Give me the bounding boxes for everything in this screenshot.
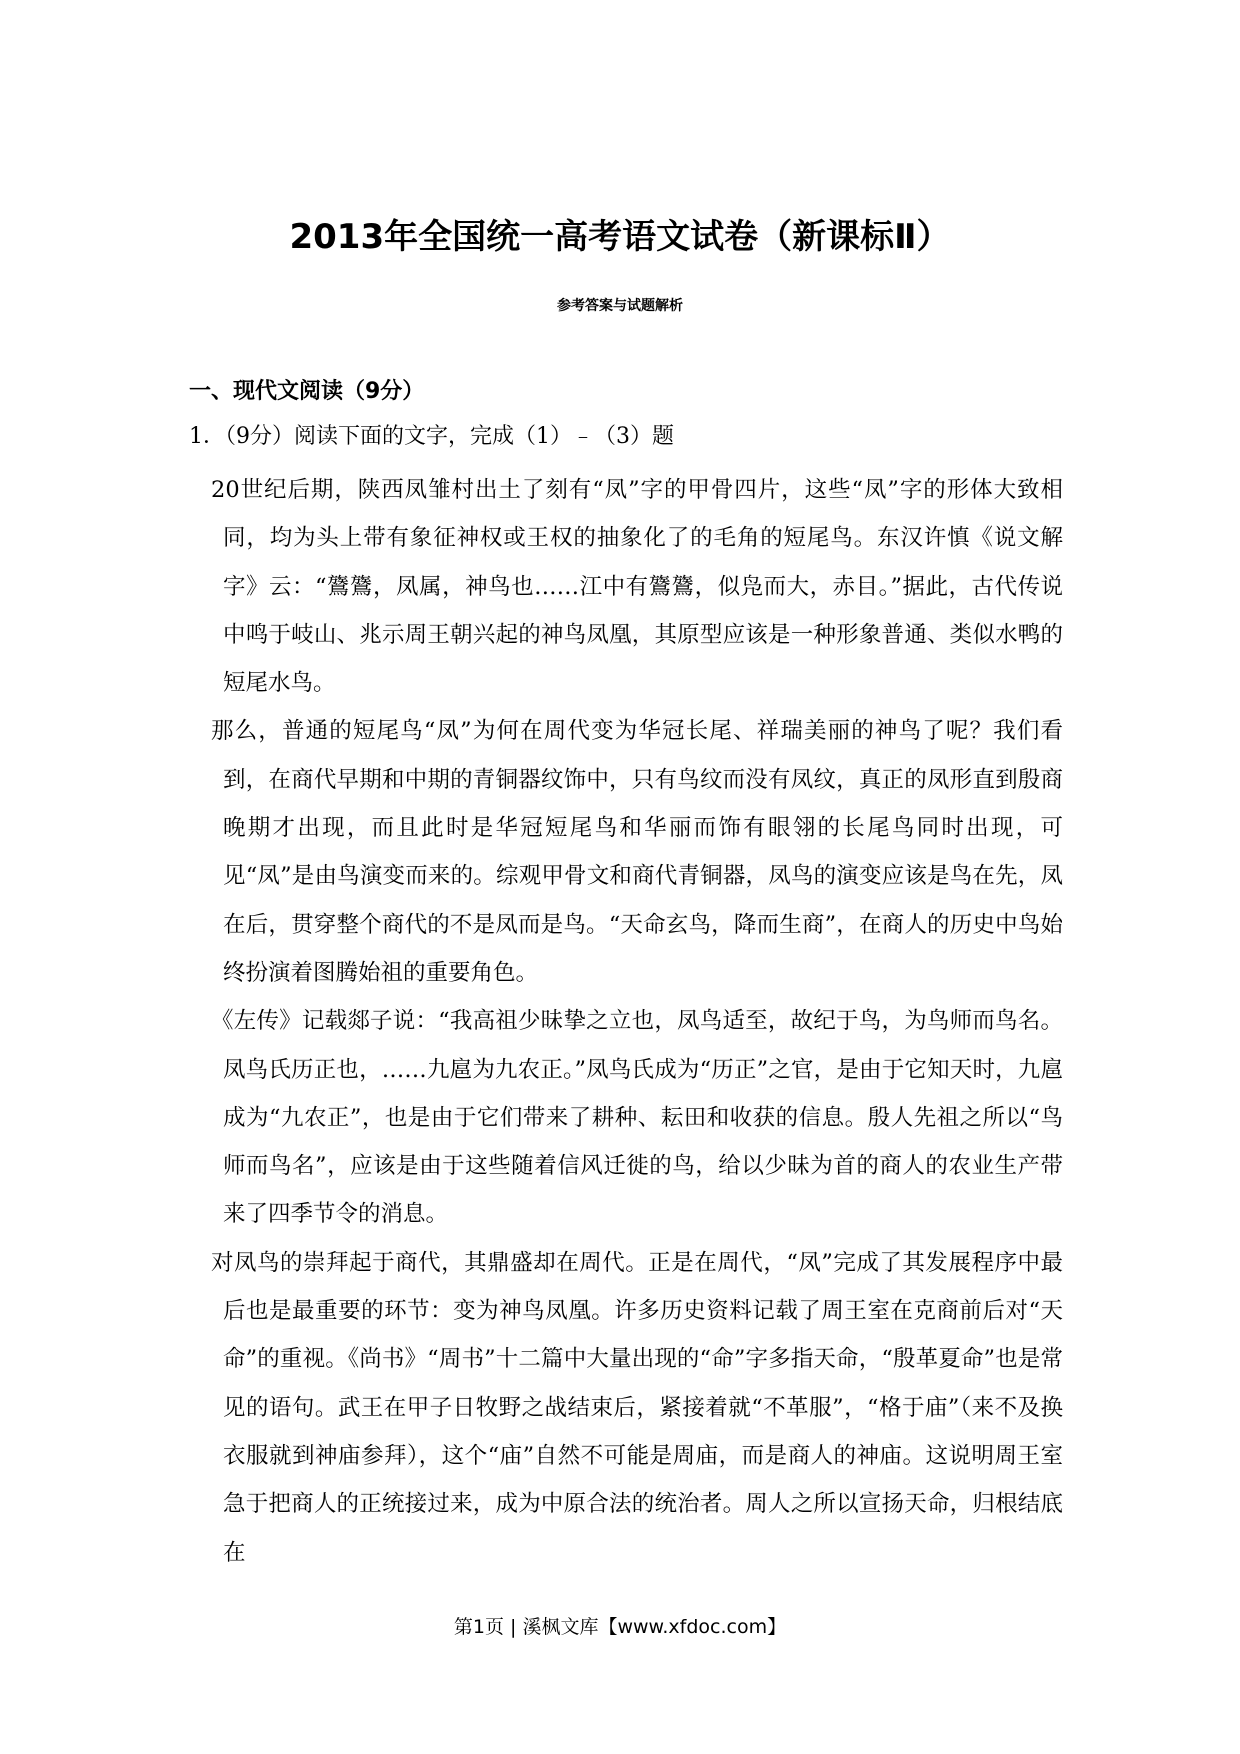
page-footer: 第1页 | 溪枫文库【www.xfdoc.com】 (453, 1616, 787, 1638)
passage-paragraph-3: 《左传》记载郯子说：“我高祖少昧挚之立也，凤鸟适至，故纪于鸟，为鸟师而鸟名。凤鸟氏历正也，……九扈为九农正。”凤鸟氏成为“历正”之官，是由于它知天时，九扈成为“九农正”，也是由于它们带来了耕种、耘田和收获的信息。殷人先祖之所以“鸟师而鸟名”，应该是由于这些随着信风迁徙的鸟，给以少昧为首的商人的农业生产带来了四季节令的消息。 (211, 1008, 1063, 1228)
passage-paragraph-1: 20世纪后期，陕西凤雏村出土了刻有“凤”字的甲骨四片，这些“凤”字的形体大致相同，均为头上带有象征神权或王权的抽象化了的毛角的短尾鸟。东汉许慎《说文解字》云：“鷟鷟，凤属，神鸟也……江中有鷟鷟，似凫而大，赤目。”据此，古代传说中鸣于岐山、兆示周王朝兴起的神鸟凤凰，其原型应该是一种形象普通、类似水鸭的短尾水鸟。 (211, 477, 1063, 697)
section-heading: 一、现代文阅读（9分） (189, 379, 425, 404)
passage-paragraph-2: 那么，普通的短尾鸟“凤”为何在周代变为华冠长尾、祥瑞美丽的神鸟了呢？我们看到，在商代早期和中期的青铜器纹饰中，只有鸟纹而没有凤纹，真正的凤形直到殷商晚期才出现，而且此时是华冠短尾鸟和华丽而饰有眼翎的长尾鸟同时出现，可见“凤”是由鸟演变而来的。综观甲骨文和商代青铜器，凤鸟的演变应该是鸟在先，凤在后，贯穿整个商代的不是凤而是鸟。“天命玄鸟，降而生商”，在商人的历史中鸟始终扮演着图腾始祖的重要角色。 (211, 718, 1063, 986)
reading-passage (211, 466, 1063, 1577)
document-subtitle: 参考答案与试题解析 (557, 298, 683, 314)
question-stem: 1．（9分）阅读下面的文字，完成（1）﹣（3）题 (189, 424, 674, 449)
document-title: 2013年全国统一高考语文试卷（新课标Ⅱ） (289, 217, 951, 257)
passage-paragraph-4: 对凤鸟的崇拜起于商代，其鼎盛却在周代。正是在周代，“凤”完成了其发展程序中最后也是最重要的环节：变为神鸟凤凰。许多历史资料记载了周王室在克商前后对“天命”的重视。《尚书》“周书”十二篇中大量出现的“命”字多指天命，“殷革夏命”也是常见的语句。武王在甲子日牧野之战结束后，紧接着就“不革服”，“格于庙”（来不及换衣服就到神庙参拜），这个“庙”自然不可能是周庙，而是商人的神庙。这说明周王室急于把商人的正统接过来，成为中原合法的统治者。周人之所以宣扬天命，归根结底在 (211, 1249, 1063, 1566)
